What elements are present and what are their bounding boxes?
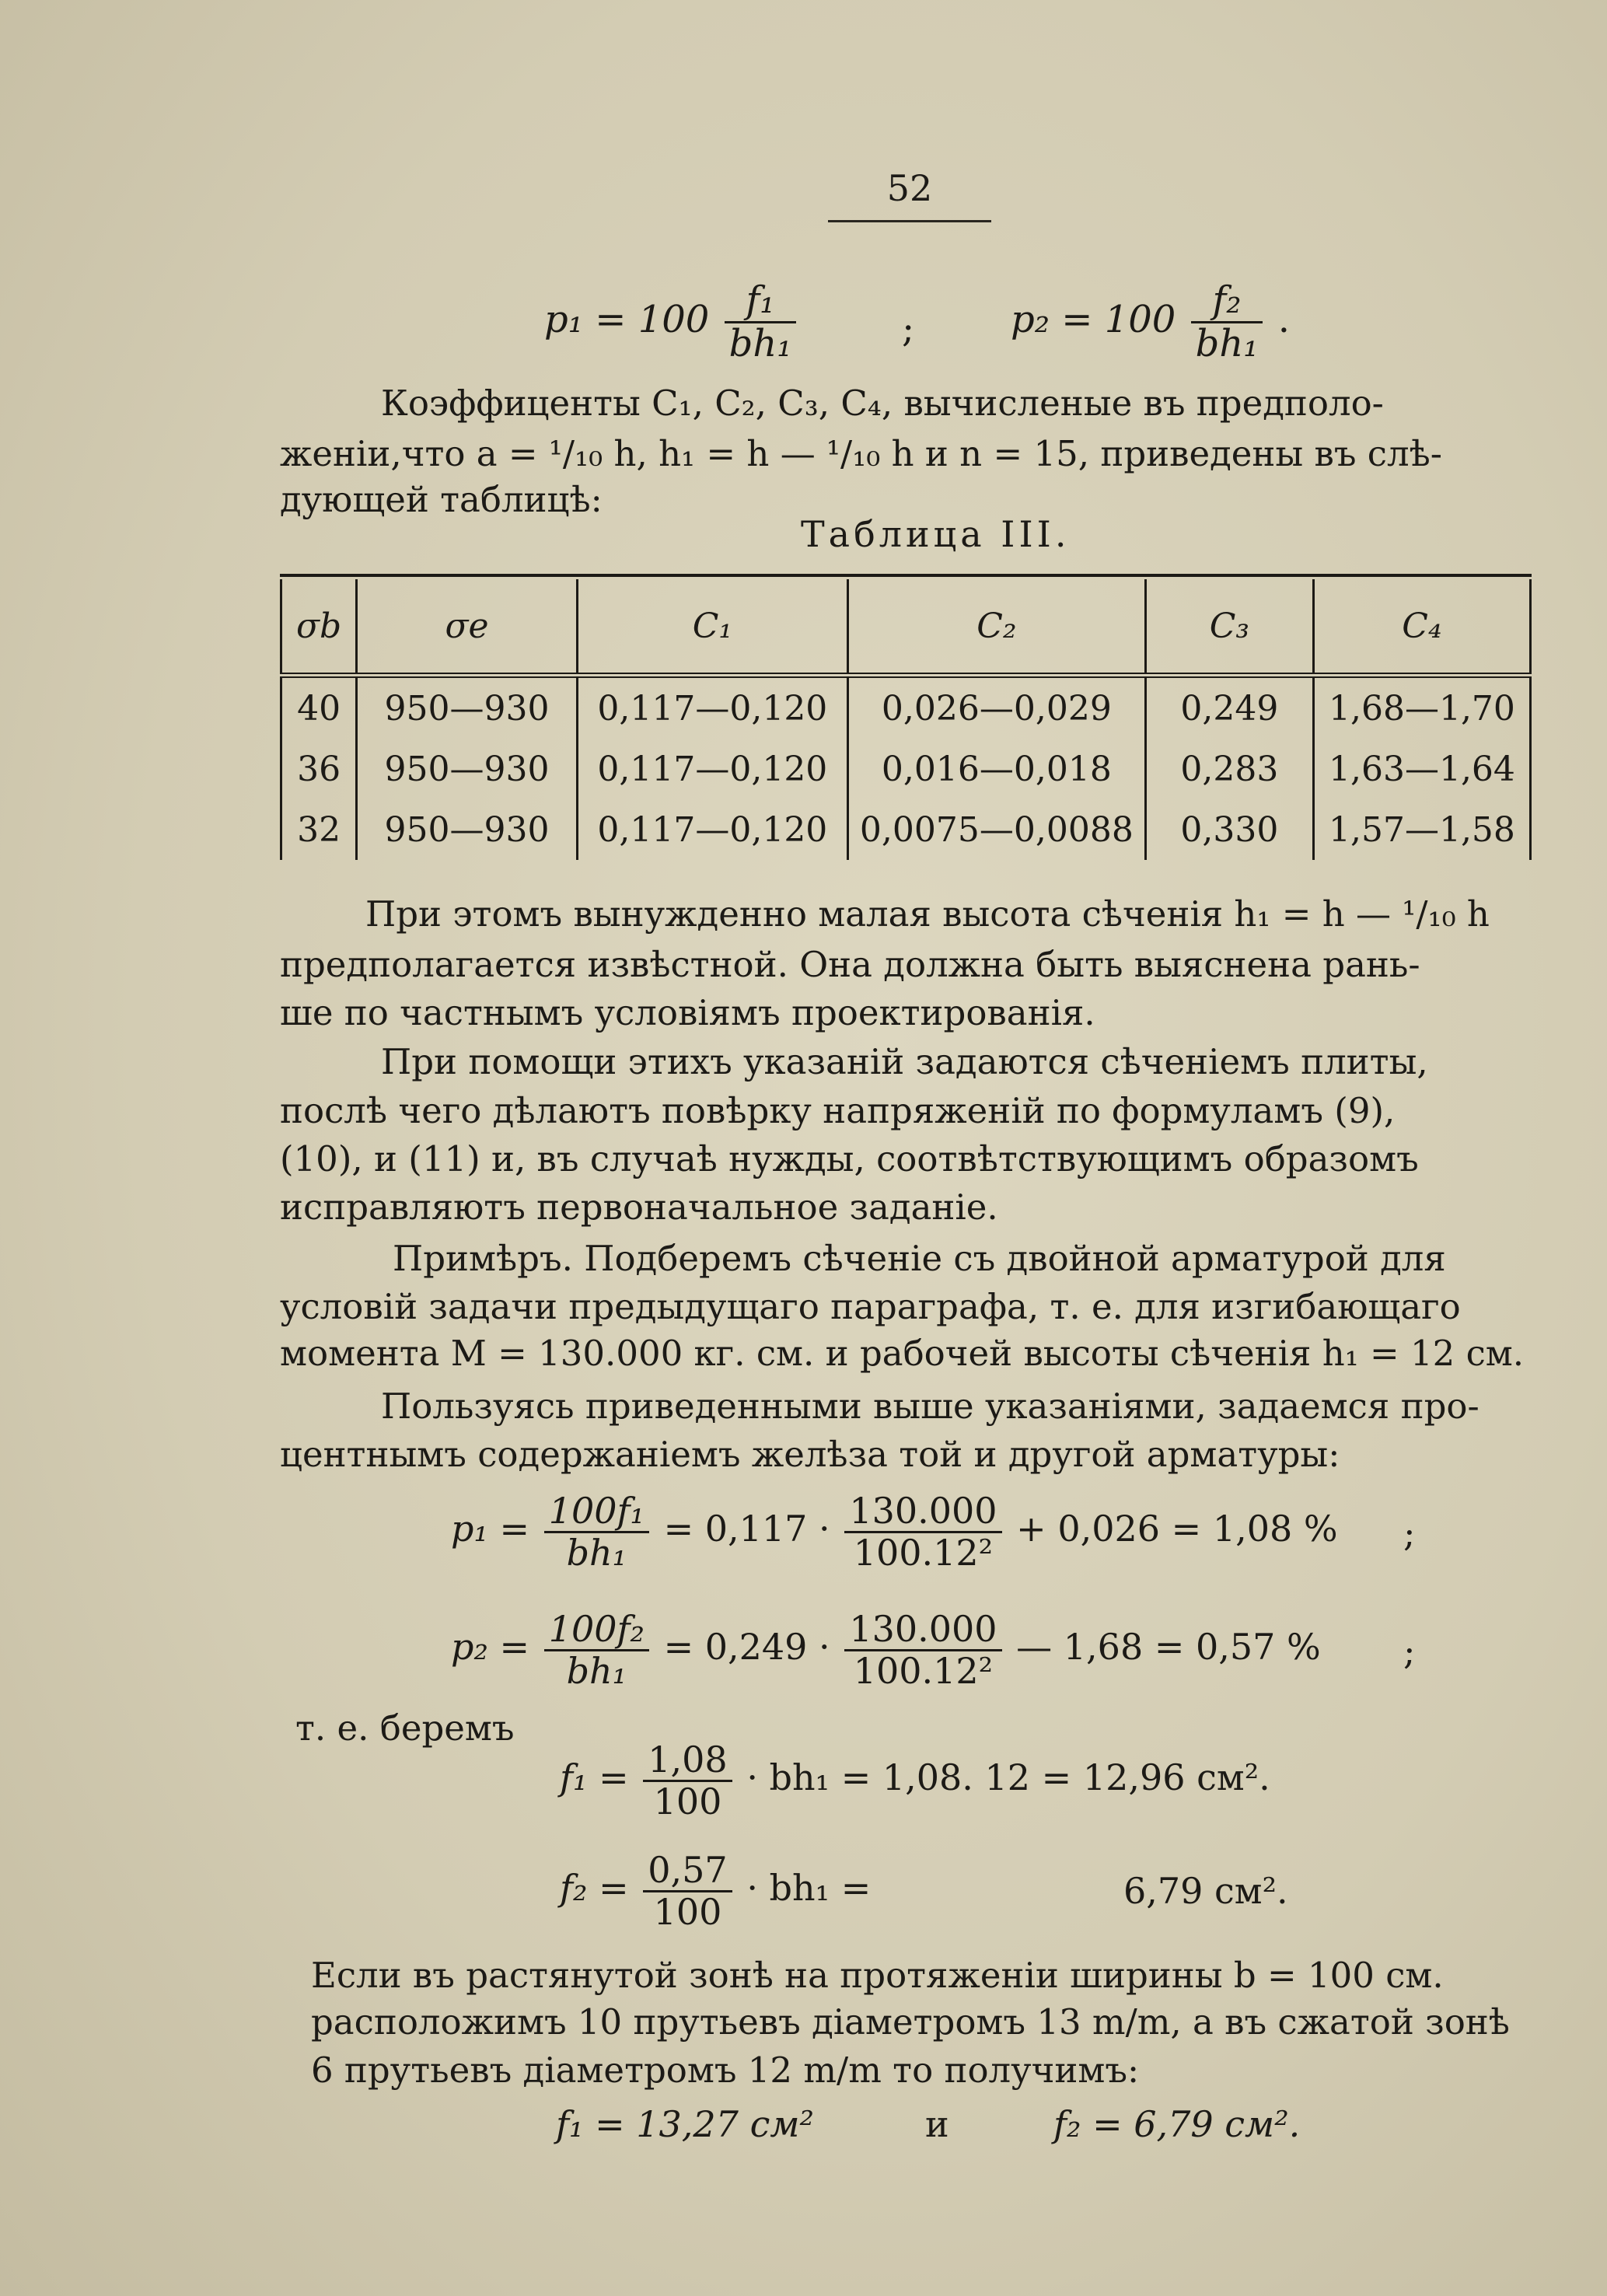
- table-cell: 0,249: [1145, 676, 1313, 739]
- te-berem: т. е. беремъ: [295, 1707, 515, 1749]
- table-row: [281, 799, 1531, 860]
- eq-f1-num: 1,08: [643, 1740, 732, 1782]
- paragraph-3-line-2: послѣ чего дѣлаютъ повѣрку напряженій по формуламъ (9),: [280, 1090, 1396, 1131]
- coefficients-table: [280, 579, 1532, 860]
- paragraph-1-line-3: дующей таблицѣ:: [280, 479, 603, 520]
- eq-p1-num1: 100f₁: [544, 1491, 649, 1533]
- table-cell: 40: [281, 676, 357, 739]
- table-cell: 950—930: [357, 739, 578, 799]
- eq-p2-den2: 100.12²: [853, 1649, 994, 1692]
- table-cell: 36: [281, 739, 357, 799]
- formula-p2: [1011, 280, 1290, 365]
- table-row: [281, 676, 1531, 739]
- header-c1: C₁: [577, 579, 847, 676]
- header-c4: C₄: [1313, 579, 1530, 676]
- eq-p2-separator: ;: [1403, 1630, 1416, 1672]
- table-title: Таблица III.: [801, 513, 1071, 555]
- p1-lhs: p₁ = 100: [544, 297, 710, 341]
- table-cell: 0,0075—0,0088: [847, 799, 1145, 860]
- table-header-row: [281, 579, 1531, 676]
- paragraph-2-line-3: ше по частнымъ условіямъ проектированія.: [280, 992, 1095, 1033]
- paragraph-3-line-1: При помощи этихъ указаній задаются сѣченіемъ плиты,: [381, 1041, 1428, 1082]
- eq-p1-lhs: p₁ =: [451, 1508, 530, 1550]
- eq-f2-num: 0,57: [643, 1850, 732, 1892]
- paragraph-4-line-3: момента M = 130.000 кг. см. и рабочей высоты сѣченія h₁ = 12 см.: [280, 1333, 1525, 1374]
- eq-p2-fraction-1: [544, 1609, 649, 1690]
- table-cell: 0,117—0,120: [577, 676, 847, 739]
- table-cell: 32: [281, 799, 357, 860]
- table-cell: 0,330: [1145, 799, 1313, 860]
- paragraph-5-line-2: центнымъ содержаніемъ желѣза той и другой арматуры:: [280, 1434, 1340, 1475]
- table-cell: 1,63—1,64: [1313, 739, 1530, 799]
- final-f1: f₁ = 13,27 см²: [556, 2103, 814, 2145]
- table-cell: 950—930: [357, 676, 578, 739]
- paragraph-2-line-1: При этомъ вынужденно малая высота сѣченія h₁ = h — ¹/₁₀ h: [365, 893, 1490, 935]
- table-cell: 0,117—0,120: [577, 739, 847, 799]
- table-top-rule: [280, 574, 1532, 577]
- table-cell: 950—930: [357, 799, 578, 860]
- paragraph-5-line-1: Пользуясь приведенными выше указаніями, задаемся про-: [381, 1386, 1479, 1427]
- eq-p2-mid: = 0,249 ·: [663, 1626, 830, 1669]
- paragraph-1-line-2: женіи,что a = ¹/₁₀ h, h₁ = h — ¹/₁₀ h и n = 15, приведены въ слѣ-: [280, 433, 1442, 474]
- table-cell: 0,283: [1145, 739, 1313, 799]
- equation-p2: [451, 1609, 1321, 1690]
- p2-lhs: p₂ = 100: [1011, 297, 1176, 341]
- eq-p2-lhs: p₂ =: [451, 1626, 530, 1669]
- eq-f1-fraction: [643, 1740, 732, 1821]
- eq-p2-fraction-2: [844, 1609, 1001, 1690]
- table-cell: 0,117—0,120: [577, 799, 847, 860]
- eq-p2-rest: — 1,68 = 0,57 %: [1016, 1626, 1321, 1669]
- eq-p1-fraction-1: [544, 1491, 649, 1572]
- eq-p1-rest: + 0,026 = 1,08 %: [1016, 1508, 1338, 1550]
- formula-separator: ;: [902, 307, 915, 351]
- eq-f1-den: 100: [653, 1780, 722, 1822]
- final-and: и: [925, 2103, 949, 2145]
- page-number: 52: [886, 167, 933, 209]
- eq-p1-mid: = 0,117 ·: [663, 1508, 830, 1550]
- formula-end: .: [1277, 297, 1291, 341]
- p1-denominator: bh₁: [728, 321, 792, 365]
- paragraph-6-line-2: расположимъ 10 прутьевъ діаметромъ 13 m/m, а въ сжатой зонѣ: [311, 2001, 1510, 2043]
- header-c3: C₃: [1145, 579, 1313, 676]
- paragraph-6-line-1: Если въ растянутой зонѣ на протяженіи ширины b = 100 см.: [311, 1955, 1444, 1996]
- eq-p1-separator: ;: [1403, 1512, 1416, 1554]
- p2-fraction: [1191, 280, 1263, 365]
- page-number-rule: [828, 220, 991, 222]
- eq-p2-num1: 100f₂: [544, 1609, 649, 1651]
- table-cell: 1,57—1,58: [1313, 799, 1530, 860]
- p2-numerator: f₂: [1191, 280, 1263, 323]
- paragraph-3-line-3: (10), и (11) и, въ случаѣ нужды, соотвѣтствующимъ образомъ: [280, 1138, 1419, 1179]
- formula-p1: [544, 280, 799, 365]
- eq-f2-fraction: [643, 1850, 732, 1931]
- eq-f2-value: 6,79 см².: [1123, 1870, 1288, 1912]
- eq-p1-fraction-2: [844, 1491, 1001, 1572]
- paragraph-4-line-2: условій задачи предыдущаго параграфа, т. е. для изгибающаго: [280, 1286, 1461, 1327]
- eq-f2-rest: · bh₁ =: [746, 1867, 872, 1910]
- eq-f2-den: 100: [653, 1890, 722, 1933]
- equation-p1: [451, 1491, 1338, 1572]
- paragraph-1-line-1: Коэффиценты C₁, C₂, C₃, C₄, вычисленые въ предполо-: [381, 383, 1384, 424]
- header-sigma-e: σe: [357, 579, 578, 676]
- equation-f1: [560, 1740, 1270, 1821]
- p2-denominator: bh₁: [1195, 321, 1259, 365]
- p1-numerator: f₁: [725, 280, 797, 323]
- table-row: [281, 739, 1531, 799]
- paragraph-3-line-4: исправляютъ первоначальное заданіе.: [280, 1186, 998, 1228]
- table-cell: 0,016—0,018: [847, 739, 1145, 799]
- paragraph-6-line-3: 6 прутьевъ діаметромъ 12 m/m то получимъ:: [311, 2050, 1140, 2091]
- eq-p2-den1: bh₁: [566, 1649, 627, 1692]
- eq-p1-den1: bh₁: [566, 1531, 627, 1574]
- eq-p1-num2: 130.000: [844, 1491, 1001, 1533]
- header-c2: C₂: [847, 579, 1145, 676]
- eq-p2-num2: 130.000: [844, 1609, 1001, 1651]
- equation-f2: [560, 1850, 871, 1931]
- table-cell: 1,68—1,70: [1313, 676, 1530, 739]
- eq-f1-rest: · bh₁ = 1,08. 12 = 12,96 см².: [746, 1756, 1270, 1799]
- eq-f2-lhs: f₂ =: [560, 1867, 629, 1910]
- eq-f1-lhs: f₁ =: [560, 1756, 629, 1799]
- final-f2: f₂ = 6,79 см².: [1053, 2103, 1301, 2145]
- p1-fraction: [725, 280, 797, 365]
- paragraph-2-line-2: предполагается извѣстной. Она должна быть выяснена рань-: [280, 944, 1420, 985]
- header-sigma-b: σb: [281, 579, 357, 676]
- eq-p1-den2: 100.12²: [853, 1531, 994, 1574]
- paragraph-4-line-1: Примѣръ. Подберемъ сѣченіе съ двойной арматурой для: [393, 1238, 1446, 1279]
- table-cell: 0,026—0,029: [847, 676, 1145, 739]
